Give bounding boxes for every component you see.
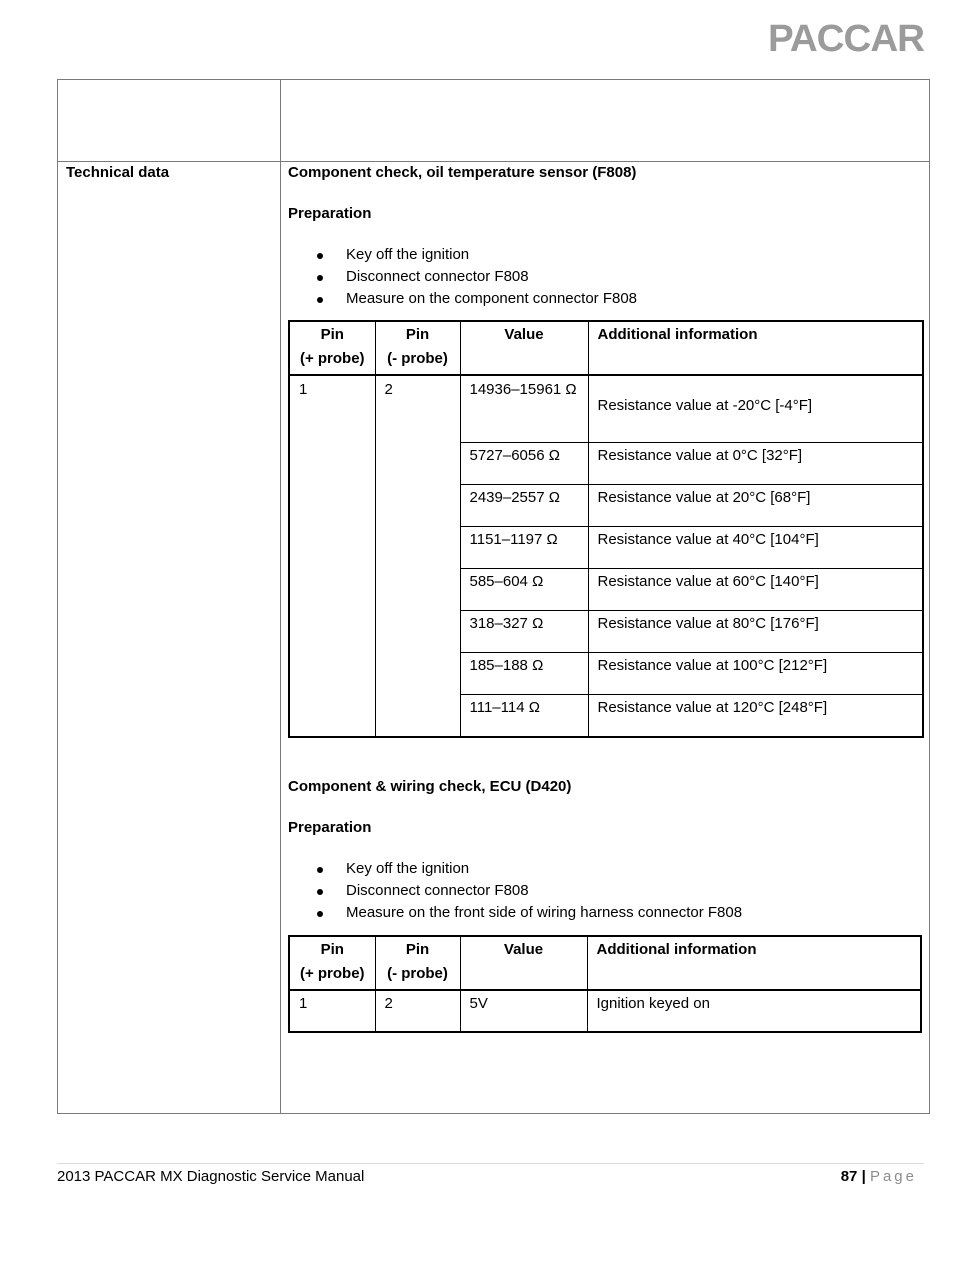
- header-additional-info: Additional information: [588, 321, 923, 375]
- value-cell: 2439–2557 Ω: [460, 484, 588, 526]
- bullet-dot: [317, 867, 323, 873]
- header-pin-plus: Pin (+ probe): [289, 321, 375, 375]
- section1-bullet-1: Key off the ignition: [346, 246, 470, 263]
- footer-page: [841, 1168, 917, 1185]
- info-cell: Resistance value at 0°C [32°F]: [588, 442, 923, 484]
- bullet-dot: [317, 253, 323, 259]
- header-additional-info: Additional information: [587, 936, 921, 990]
- section1-bullet-3: Measure on the component connector F808: [346, 290, 638, 307]
- value-cell: 5727–6056 Ω: [460, 442, 588, 484]
- page-separator: |: [861, 1168, 866, 1185]
- table-row: [289, 990, 921, 1032]
- page-word: Page: [869, 1168, 917, 1185]
- column-divider: [280, 80, 281, 1113]
- section1-bullet-2: Disconnect connector F808: [346, 268, 529, 285]
- pin-plus-cell: 1: [289, 990, 375, 1032]
- bullet-dot: [317, 889, 323, 895]
- logo-text: PACCAR: [768, 18, 925, 58]
- resistance-table: [288, 320, 924, 738]
- info-cell: Resistance value at 100°C [212°F]: [588, 652, 923, 694]
- section1-preparation-label: Preparation: [288, 205, 372, 222]
- value-cell: 5V: [460, 990, 587, 1032]
- value-cell: 111–114 Ω: [460, 694, 588, 737]
- value-cell: 318–327 Ω: [460, 610, 588, 652]
- value-cell: 1151–1197 Ω: [460, 526, 588, 568]
- info-cell: Resistance value at 120°C [248°F]: [588, 694, 923, 737]
- header-pin-minus: Pin (- probe): [375, 936, 460, 990]
- table-header-row: [289, 936, 921, 990]
- section2-title: Component & wiring check, ECU (D420): [288, 778, 572, 795]
- value-cell: 585–604 Ω: [460, 568, 588, 610]
- row-label: Technical data: [66, 164, 170, 181]
- section2-preparation-label: Preparation: [288, 819, 372, 836]
- bullet-dot: [317, 297, 323, 303]
- value-cell: 185–188 Ω: [460, 652, 588, 694]
- table-row: [289, 375, 923, 442]
- header-value: Value: [460, 936, 587, 990]
- header-pin-plus: Pin (+ probe): [289, 936, 375, 990]
- row-divider: [58, 161, 929, 162]
- info-cell: Resistance value at 80°C [176°F]: [588, 610, 923, 652]
- page-number: 87: [840, 1168, 858, 1185]
- pin-minus-cell: 2: [375, 990, 460, 1032]
- footer-manual-title: 2013 PACCAR MX Diagnostic Service Manual: [57, 1168, 365, 1185]
- pin-plus-cell: 1: [289, 375, 375, 737]
- section2-bullet-1: Key off the ignition: [346, 860, 470, 877]
- ecu-check-table: [288, 935, 922, 1033]
- header-value: Value: [460, 321, 588, 375]
- info-cell: Resistance value at -20°C [-4°F]: [588, 375, 923, 442]
- pin-minus-cell: 2: [375, 375, 460, 737]
- paccar-logo: [766, 18, 926, 58]
- info-cell: Resistance value at 60°C [140°F]: [588, 568, 923, 610]
- value-cell: 14936–15961 Ω: [460, 375, 588, 442]
- section2-bullet-2: Disconnect connector F808: [346, 882, 529, 899]
- info-cell: Resistance value at 20°C [68°F]: [588, 484, 923, 526]
- header-pin-minus: Pin (- probe): [375, 321, 460, 375]
- info-cell: Resistance value at 40°C [104°F]: [588, 526, 923, 568]
- bullet-dot: [317, 911, 323, 917]
- bullet-dot: [317, 275, 323, 281]
- section1-title: Component check, oil temperature sensor (F808): [288, 164, 637, 181]
- table-header-row: [289, 321, 923, 375]
- footer-rule: [57, 1163, 924, 1164]
- section2-bullet-3: Measure on the front side of wiring harness connector F808: [346, 904, 743, 921]
- info-cell: Ignition keyed on: [587, 990, 921, 1032]
